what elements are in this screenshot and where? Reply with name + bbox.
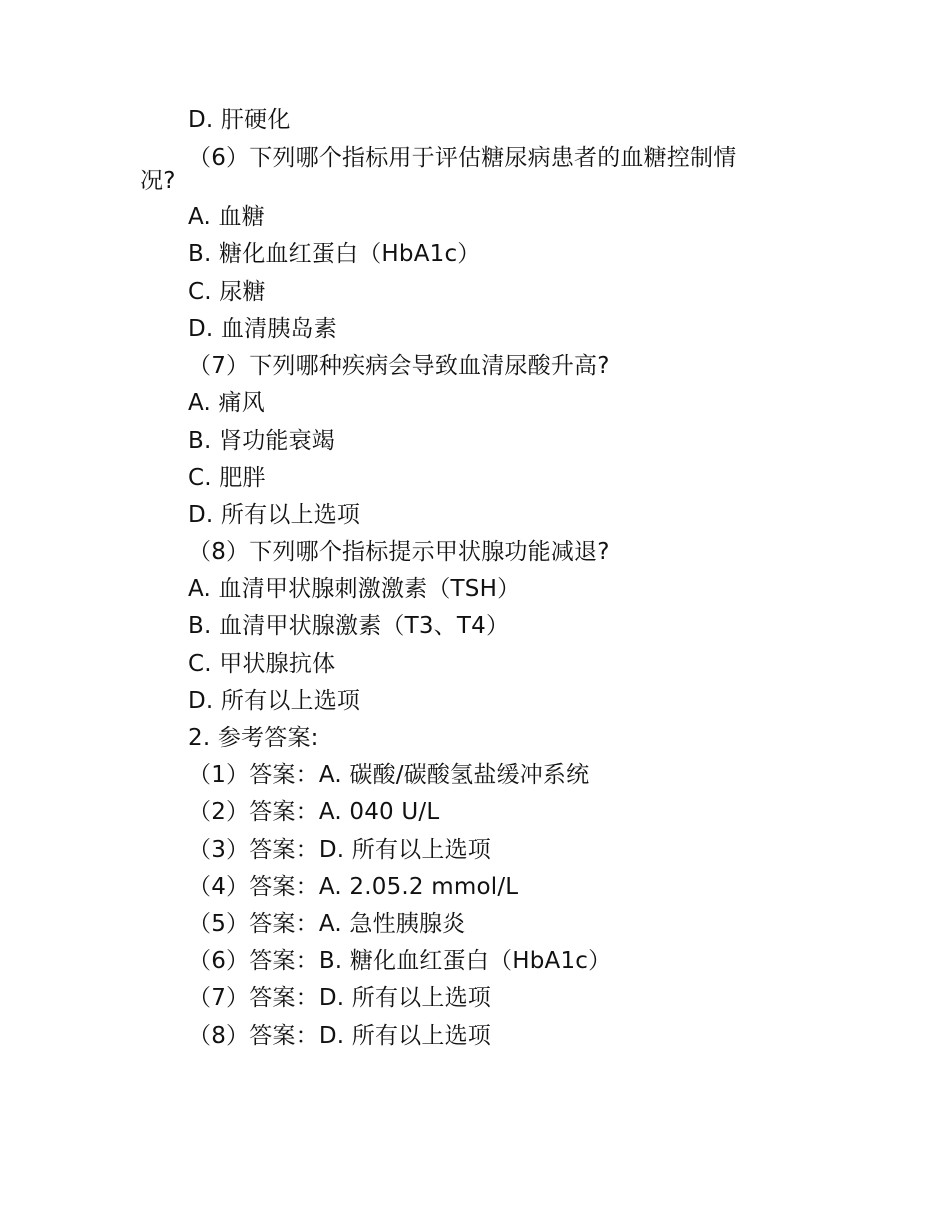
answers-heading: 2. 参考答案: [188,725,319,751]
answer-2: （2）答案：A. 040 U/L [188,799,440,825]
option-a-q7: A. 痛风 [188,390,265,416]
question-8: （8）下列哪个指标提示甲状腺功能减退? [188,539,610,565]
option-d-q6: D. 血清胰岛素 [188,316,337,342]
option-b-q7: B. 肾功能衰竭 [188,428,336,454]
question-7: （7）下列哪种疾病会导致血清尿酸升高? [188,353,610,379]
option-b-q8: B. 血清甲状腺激素（T3、T4） [188,613,510,639]
option-d-q5: D. 肝硬化 [188,107,291,133]
answer-1: （1）答案：A. 碳酸/碳酸氢盐缓冲系统 [188,762,590,788]
option-a-q6: A. 血糖 [188,204,265,230]
option-d-q7: D. 所有以上选项 [188,502,361,528]
answer-8: （8）答案：D. 所有以上选项 [188,1023,491,1049]
option-d-q8: D. 所有以上选项 [188,688,361,714]
answer-4: （4）答案：A. 2.05.2 mmol/L [188,874,519,900]
option-c-q6: C. 尿糖 [188,279,266,305]
question-6-line1: （6）下列哪个指标用于评估糖尿病患者的血糖控制情 [188,145,737,171]
question-6-line2: 况? [140,168,176,194]
option-c-q7: C. 肥胖 [188,465,266,491]
answer-3: （3）答案：D. 所有以上选项 [188,837,491,863]
answer-5: （5）答案：A. 急性胰腺炎 [188,911,466,937]
answer-6: （6）答案：B. 糖化血红蛋白（HbA1c） [188,948,612,974]
answer-7: （7）答案：D. 所有以上选项 [188,985,491,1011]
option-b-q6: B. 糖化血红蛋白（HbA1c） [188,241,481,267]
option-a-q8: A. 血清甲状腺刺激激素（TSH） [188,576,521,602]
option-c-q8: C. 甲状腺抗体 [188,651,336,677]
